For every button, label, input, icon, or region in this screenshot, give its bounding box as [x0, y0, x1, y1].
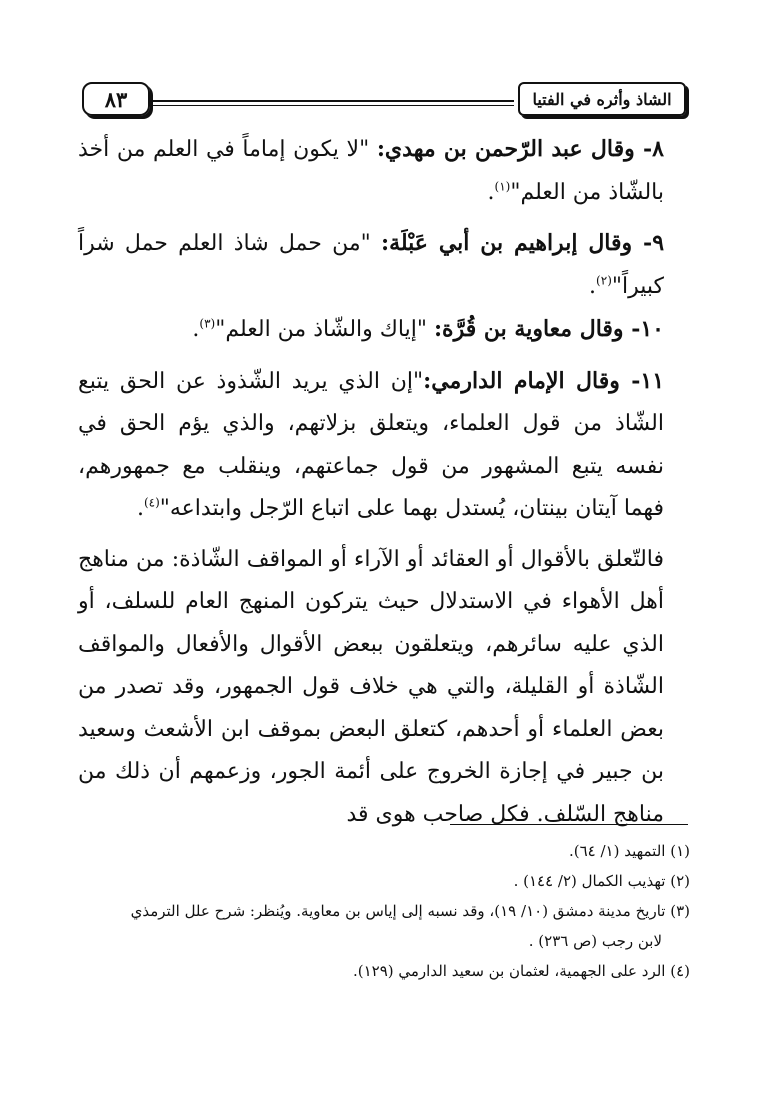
footnote-ref: (١) — [494, 179, 511, 194]
footnote-ref: (٤) — [143, 495, 160, 510]
page-number: ٨٣ — [82, 82, 150, 116]
running-header — [82, 80, 686, 122]
punctuation: . — [589, 273, 597, 299]
footnote-3-continuation: لابن رجب (ص ٢٣٦) . — [528, 932, 662, 950]
quote-item-11 — [78, 360, 690, 531]
punctuation: . — [487, 179, 495, 205]
quote-text: "لا يكون إماماً في العلم من أخذ بالشّاذ من العلم" — [78, 137, 664, 205]
footnote-3: (٣) تاريخ مدينة دمشق (١٠/ ١٩)، وقد نسبه إلى إياس بن معاوية. ويُنظر: شرح علل الترمذي — [130, 902, 690, 920]
footnote-1: (١) التمهيد (١/ ٦٤). — [568, 842, 690, 860]
quote-text: "إن الذي يريد الشّذوذ عن الحق يتبع الشّاذ من قول العلماء، ويتعلق بزلاتهم، والذي يؤم الحق في نفسه يتبع المشهور من قول جماعتهم، وينقلب مع جمهورهم، فهما آيتان بينتان، يُستدل بهما على اتباع الرّجل وابتداعه" — [78, 368, 664, 521]
footnote-4: (٤) الرد على الجهمية، لعثمان بن سعيد الدارمي (١٢٩). — [352, 962, 690, 980]
punctuation: . — [136, 496, 144, 521]
quote-item-8 — [78, 128, 690, 214]
footnote-ref: (٣) — [199, 316, 216, 331]
quote-text: "إياك والشّاذ من العلم" — [215, 317, 434, 342]
quote-label: ١٠- وقال معاوية بن قُرَّة: — [433, 316, 664, 342]
header-rule — [152, 100, 514, 106]
running-title: الشاذ وأثره في الفتيا — [518, 82, 686, 116]
footnote-2: (٢) تهذيب الكمال (٢/ ١٤٤) . — [513, 872, 690, 890]
quote-label: ٨- وقال عبد الرّحمن بن مهدي: — [376, 136, 664, 162]
quote-item-10 — [78, 308, 690, 352]
quote-label: ١١- وقال الإمام الدارمي: — [423, 367, 665, 394]
footnote-separator — [450, 824, 688, 825]
quote-text: "من حمل شاذ العلم حمل شراً كبيراً" — [78, 231, 664, 299]
punctuation: . — [192, 317, 200, 342]
main-text — [78, 128, 690, 836]
quote-item-9 — [78, 222, 690, 308]
footnote-ref: (٢) — [596, 273, 612, 288]
footnotes — [78, 836, 690, 986]
body-paragraph: فالتّعلق بالأقوال أو العقائد أو الآراء أو المواقف الشّاذة: من مناهج أهل الأهواء في الاستدلال حيث يتركون المنهج العام للسلف، أو الذي عليه سائرهم، ويتعلقون ببعض الأقوال والأفعال والمواقف الشّاذة أو القليلة، والتي هي خلاف قول الجمهور، وقد تصدر من بعض العلماء أو أحدهم، كتعلق البعض بموقف ابن الأشعث وسعيد بن جبير في إجازة الخروج على أئمة الجور، وزعمهم أن ذلك من مناهج السّلف. فكل صاحب هوى قد — [78, 546, 664, 827]
quote-label: ٩- وقال إبراهيم بن أبي عَبْلَة: — [380, 230, 665, 256]
